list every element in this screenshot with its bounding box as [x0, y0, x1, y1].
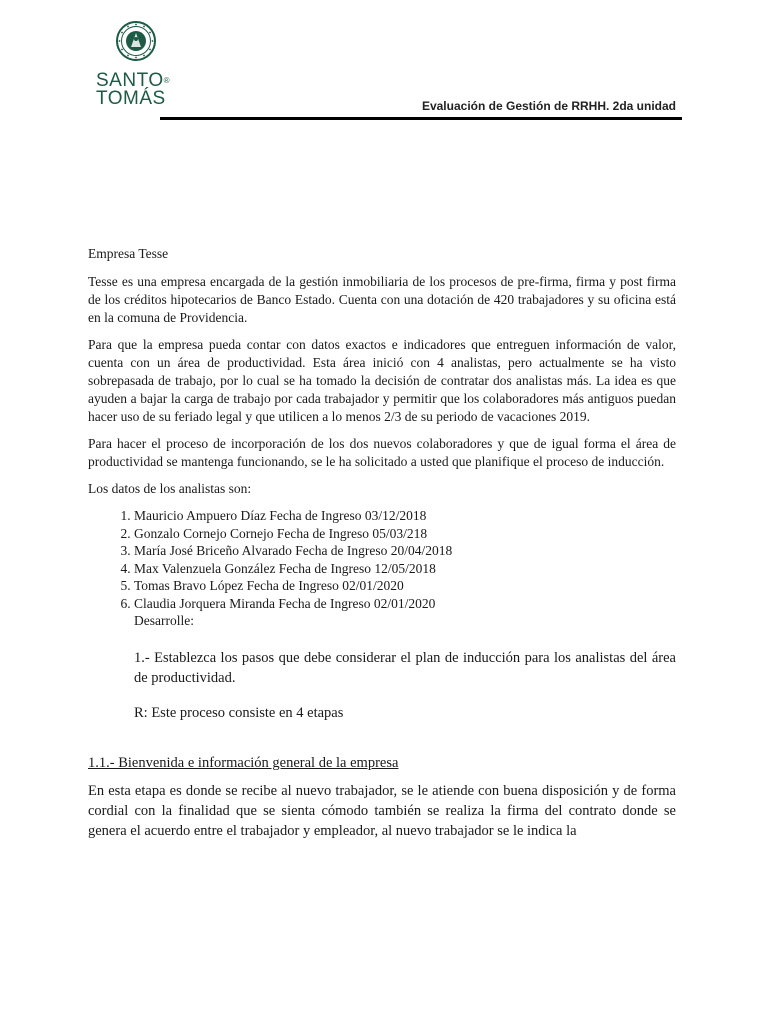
- logo-registered-mark: ®: [163, 76, 171, 85]
- paragraph-request: Para hacer el proceso de incorporación de los dos nuevos colaboradores y que de igual forma el área de productividad se mantenga funcionando, se le ha solicitado a usted que planifique el proceso de inducción.: [88, 436, 676, 469]
- list-item: 3. María José Briceño Alvarado Fecha de Ingreso 20/04/2018: [134, 542, 676, 560]
- header-divider: [160, 117, 682, 120]
- question-text: 1.- Establezca los pasos que debe considerar el plan de inducción para los analistas del área de productividad.: [134, 650, 676, 686]
- paragraph-productivity: Para que la empresa pueda contar con datos exactos e indicadores que entreguen información de valor, cuenta con un área de productividad. Esta área inició con 4 analistas, pero actualmente se ha visto sobrepasada de trabajo, por lo cual se ha tomado la decisión de contratar dos analistas más. La idea es que ayuden a bajar la carga de trabajo por cada trabajador y permitir que los colaboradores más antiguos puedan hacer uso de su feriado legal y que utilicen a lo menos 2/3 de su periodo de vacaciones 2019.: [88, 337, 676, 424]
- list-item: 6. Claudia Jorquera Miranda Fecha de Ingreso 02/01/2020: [134, 595, 676, 613]
- section-paragraph: En esta etapa es donde se recibe al nuevo trabajador, se le atiende con buena disposición y de forma cordial con la finalidad que se sienta cómodo también se realiza la firma del contrato donde se genera el acuerdo entre el trabajador y empleador, al nuevo trabajador se le indica la: [88, 783, 676, 839]
- logo-line-2: TOMÁS: [96, 88, 166, 109]
- list-item: 5. Tomas Bravo López Fecha de Ingreso 02/01/2020: [134, 577, 676, 595]
- santo-tomas-logo: [96, 20, 176, 108]
- seal-icon: [115, 20, 157, 62]
- list-item: 4. Max Valenzuela González Fecha de Ingreso 12/05/2018: [134, 560, 676, 578]
- paragraph-intro: Tesse es una empresa encargada de la gestión inmobiliaria de los procesos de pre-firma, firma y post firma de los créditos hipotecarios de Banco Estado. Cuenta con una dotación de 420 trabajadores y su oficina está en la comuna de Providencia.: [88, 274, 676, 325]
- analysts-intro: Los datos de los analistas son:: [88, 481, 252, 496]
- development-block: [134, 612, 676, 722]
- document-header-title: Evaluación de Gestión de RRHH. 2da unidad: [421, 99, 676, 113]
- analysts-list: [88, 507, 676, 612]
- desarrolle-label: Desarrolle:: [134, 613, 194, 628]
- logo-line-1: SANTO: [96, 70, 164, 91]
- answer-text: R: Este proceso consiste en 4 etapas: [134, 705, 344, 721]
- section-title: 1.1.- Bienvenida e información general de la empresa: [88, 755, 399, 771]
- company-title: Empresa Tesse: [88, 246, 169, 261]
- logo-wordmark: [96, 72, 176, 108]
- list-item: 2. Gonzalo Cornejo Cornejo Fecha de Ingreso 05/03/218: [134, 525, 676, 543]
- list-item: 1. Mauricio Ampuero Díaz Fecha de Ingreso 03/12/2018: [134, 507, 676, 525]
- document-body: [88, 245, 676, 850]
